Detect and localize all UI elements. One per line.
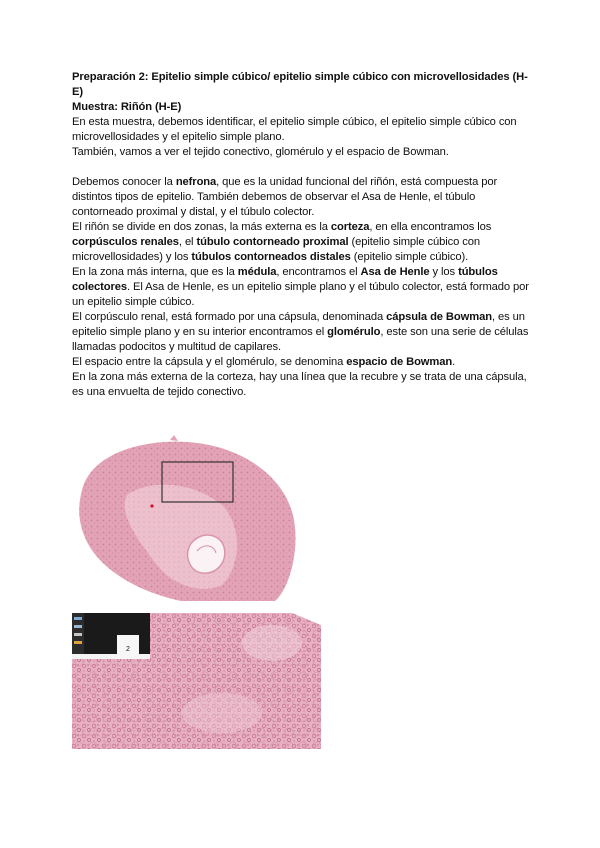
term-espacio-bowman: espacio de Bowman (346, 356, 453, 368)
paragraph-corpusculo: El corpúsculo renal, está formado por una cápsula, denominada cápsula de Bowman, es un epitelio simple plano y en su interior encontramos el glomérulo, este son una serie de células llamadas podocitos y multitud de capilares. (72, 311, 529, 353)
paragraph-espacio: El espacio entre la cápsula y el glomérulo, se denomina espacio de Bowman. (72, 356, 456, 368)
term-corteza: corteza (330, 221, 370, 233)
viewer-inset (72, 613, 150, 659)
term-nefrona: nefrona (175, 176, 217, 188)
intro-paragraph-2: También, vamos a ver el tejido conectivo, glomérulo y el espacio de Bowman. (72, 146, 449, 158)
heading-sample: Muestra: Riñón (H-E) (72, 101, 182, 113)
term-tubulos-colectores: túbulos colectores (72, 266, 498, 293)
document-text (72, 70, 534, 400)
paragraph-medula: En la zona más interna, que es la médula, encontramos el Asa de Henle y los túbulos colectores. El Asa de Henle, es un epitelio simple plano y el túbulo colector, está formado por un epitelio simple cúbico. (72, 266, 529, 308)
kidney-overview-svg (72, 435, 302, 605)
term-glomerulo: glomérulo (327, 326, 381, 338)
term-medula: médula (237, 266, 277, 278)
intro-paragraph-1: En esta muestra, debemos identificar, el epitelio simple cúbico, el epitelio simple cúbico con microvellosidades y el epitelio simple plano. (72, 116, 517, 143)
paragraph-nefrona: Debemos conocer la nefrona, que es la unidad funcional del riñón, está compuesta por distintos tipos de epitelio. También debemos de observar el Asa de Henle, el túbulo contorneado proximal y distal, y el túbulo colector. (72, 176, 498, 218)
term-corpusculos: corpúsculos renales (72, 236, 179, 248)
term-tubulo-proximal: túbulo contorneado proximal (196, 236, 349, 248)
term-asa-henle: Asa de Henle (360, 266, 430, 278)
paragraph-corteza: El riñón se divide en dos zonas, la más externa es la corteza, en ella encontramos los corpúsculos renales, el túbulo contorneado proximal (epitelio simple cúbico con microvellosidades) y los túbulos contorneados distales (epitelio simple cúbico). (72, 221, 492, 263)
term-tubulos-distales: túbulos contorneados distales (191, 251, 351, 263)
term-capsula-bowman: cápsula de Bowman (386, 311, 492, 323)
marker-dot (150, 504, 153, 507)
micrograph-svg (72, 613, 321, 749)
kidney-overview-image (72, 435, 302, 605)
paragraph-capsula: En la zona más externa de la corteza, hay una línea que la recubre y se trata de una cápsula, es una envuelta de tejido conectivo. (72, 371, 527, 398)
paragraph-spacer (72, 160, 534, 175)
kidney-micrograph-image (72, 613, 321, 749)
heading-preparation: Preparación 2: Epitelio simple cúbico/ epitelio simple cúbico con microvellosidades (H-E) (72, 71, 528, 98)
slide-label-number: 2 (126, 646, 130, 653)
renal-sinus (188, 535, 225, 573)
